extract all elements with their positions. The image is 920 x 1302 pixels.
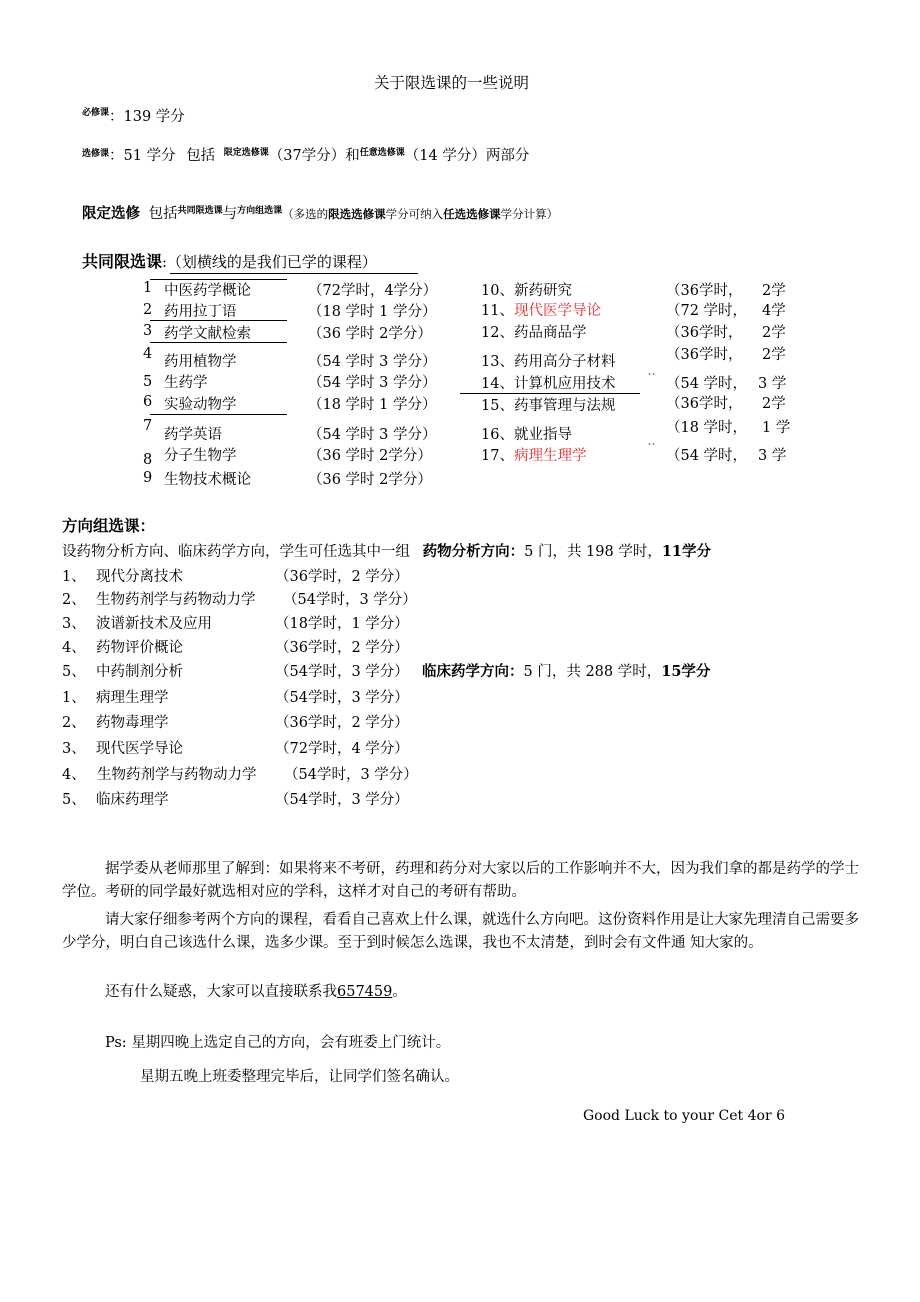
course-num: 15、 (481, 398, 514, 414)
course-num: 3 (143, 323, 153, 339)
restricted-elective-label: 限定选修课 (223, 148, 269, 158)
contact-end: 。 (392, 984, 407, 1000)
optional-elective-credits: （14 学分） (404, 148, 486, 164)
completed-underline (150, 342, 287, 343)
course-name: 新药研究 (514, 283, 572, 299)
direction-course-name: 生物药剂学与药物动力学 (97, 767, 257, 783)
elective-line (82, 148, 529, 165)
course-hours: （36 学时 2学分） (308, 472, 432, 488)
restricted-elective-credits: （37学分） (268, 148, 346, 164)
ps-text-1: 星期四晚上选定自己的方向，会有班委上门统计。 (131, 1035, 451, 1051)
course-hours: （54 学时， (666, 376, 748, 392)
direction-course-name: 临床药理学 (96, 792, 169, 808)
required-label: 必修课 (82, 108, 110, 118)
course-num: 7 (143, 418, 153, 434)
direction-course-name: 现代分离技术 (96, 569, 183, 585)
ps-label: Ps: (105, 1035, 127, 1051)
direction-course-name: 病理生理学 (96, 690, 169, 706)
required-credits: 139 学分 (123, 109, 185, 125)
restricted-note: （多选的限选选修课学分可纳入任选选修课学分计算） (282, 207, 559, 221)
course-hours: （18 学时， (666, 420, 748, 436)
course-credit: 4学 (762, 303, 786, 319)
course-hours: （72 学时， (666, 303, 748, 319)
course-credit: 3 学 (758, 448, 787, 464)
completed-underline (150, 320, 287, 321)
analysis-label: 药物分析方向： (422, 544, 525, 560)
course-hours: （54 学时 3 学分） (308, 375, 437, 391)
clinical-credits: 15学分 (661, 663, 711, 680)
direction-course-hours: （36学时，2 学分） (275, 569, 409, 585)
course-hours: （36学时， (666, 325, 743, 341)
course-hours: （54 学时 3 学分） (308, 427, 437, 443)
direction-course-hours: （54学时，3 学分） (275, 792, 409, 808)
course-num: 5 (143, 374, 153, 390)
course-hours: （72学时，4学分） (308, 283, 438, 299)
elective-including: 包括 (186, 148, 216, 164)
completed-underline (150, 414, 287, 415)
course-credit: 2学 (762, 283, 786, 299)
course-hours: （36 学时 2学分） (308, 448, 432, 464)
direction-course-hours: （36学时，2 学分） (275, 640, 409, 656)
course-num: 9 (143, 470, 153, 486)
elective-label: 选修课 (82, 149, 110, 159)
completed-underline (150, 279, 287, 280)
direction-course-hours: （18学时，1 学分） (275, 616, 409, 632)
direction-course-name: 药物毒理学 (96, 715, 169, 731)
course-name: 药用拉丁语 (164, 304, 237, 320)
contact-line (105, 984, 407, 1001)
direction-course-hours: （72学时，4 学分） (275, 741, 409, 757)
course-credit: 3 学 (758, 376, 787, 392)
clinical-line (422, 664, 710, 681)
elective-sep: ： (109, 148, 124, 164)
course-name: 药用植物学 (164, 354, 237, 370)
course-name: 药学文献检索 (164, 326, 251, 342)
course-credit: 2学 (762, 347, 786, 363)
course-name: 生药学 (164, 375, 208, 391)
page-title: 关于限选课的一些说明 (374, 74, 530, 92)
course-name: 生物技术概论 (164, 472, 251, 488)
small-mark: 、、 (648, 437, 660, 446)
course-num: 4 (143, 346, 153, 362)
course-num: 11、 (481, 303, 514, 319)
parts-text: 两部分 (485, 148, 530, 164)
course-name: 病理生理学 (514, 448, 587, 464)
common-note: （划横线的是我们已学的课程） (166, 253, 377, 271)
direction-course-hours: （54学时，3 学分） (275, 664, 409, 680)
direction-num: 1、 (62, 690, 86, 706)
paragraph-instructions: 请大家仔细参考两个方向的课程，看看自己喜欢上什么课，就选什么方向吧。这份资料作用是让大家先理清自己需要多少学分，明白自己该选什么课，选多少课。至于到时候怎么选课，我也不太清楚，到时会有文件通 知大家的。 (62, 912, 859, 951)
analysis-detail: 5 门，共 198 学时， (524, 544, 662, 560)
course-num: 2 (143, 302, 153, 318)
direction-ref: 方向组选课 (237, 206, 283, 216)
course-name: 现代医学导论 (514, 303, 601, 319)
elective-credits: 51 学分 (123, 148, 176, 164)
direction-course-hours: （54学时，3 学分） (283, 592, 417, 608)
common-ref: 共同限选课 (177, 206, 223, 216)
direction-num: 3、 (62, 741, 86, 757)
with-text: 与 (222, 206, 238, 222)
common-heading: 共同限选课 (82, 252, 163, 271)
direction-heading: 方向组选课： (62, 517, 156, 535)
required-line (82, 109, 185, 126)
direction-course-name: 中药制剂分析 (96, 664, 183, 680)
direction-num: 2、 (62, 715, 86, 731)
course-hours: （54 学时 3 学分） (308, 354, 437, 370)
course-name: 药学英语 (164, 427, 222, 443)
common-heading-line (82, 253, 377, 272)
ps-line (105, 1035, 450, 1052)
direction-num: 4、 (62, 767, 86, 783)
restricted-includes: 包括 (148, 206, 178, 222)
course-credit: 2学 (762, 325, 786, 341)
course-name: 药品商品学 (514, 325, 587, 341)
direction-num: 4、 (62, 640, 86, 656)
direction-course-name: 现代医学导论 (96, 741, 183, 757)
course-name: 分子生物学 (164, 448, 237, 464)
course-hours: （36学时， (666, 347, 743, 363)
direction-num: 1、 (62, 569, 86, 585)
common-colon: : (162, 255, 167, 271)
course-num: 16、 (481, 427, 514, 443)
course-hours: （36学时， (666, 283, 743, 299)
course-num: 1 (143, 280, 153, 296)
ps-text-2: 星期五晚上班委整理完毕后，让同学们签名确认。 (140, 1069, 459, 1085)
common-heading-underline (170, 273, 418, 274)
optional-elective-label: 任意选修课 (359, 148, 405, 158)
contact-text: 还有什么疑惑，大家可以直接联系我 (105, 984, 337, 1000)
course-name: 实验动物学 (164, 397, 237, 413)
course-hours: （18 学时 1 学分） (308, 397, 437, 413)
course-num: 14、 (481, 376, 514, 392)
direction-course-hours: （54学时，3 学分） (284, 767, 418, 783)
course-credit: 1 学 (762, 420, 791, 436)
contact-number: 657459 (337, 984, 393, 1000)
direction-num: 5、 (62, 664, 86, 680)
completed-underline (460, 393, 640, 394)
course-num: 12、 (481, 325, 514, 341)
required-sep: ： (109, 109, 124, 125)
course-num: 17、 (481, 448, 514, 464)
clinical-label: 临床药学方向： (422, 664, 524, 680)
direction-course-name: 生物药剂学与药物动力学 (96, 592, 256, 608)
course-num: 8 (143, 452, 153, 468)
paragraph-advice: 据学委从老师那里了解到：如果将来不考研，药理和药分对大家以后的工作影响并不大，因为我们拿的都是药学的学士学位。考研的同学最好就选相对应的学科，这样才对自己的考研有帮助。 (62, 861, 859, 900)
course-name: 计算机应用技术 (514, 376, 616, 392)
restricted-line (82, 206, 558, 223)
clinical-detail: 5 门，共 288 学时， (523, 664, 662, 680)
course-hours: （18 学时 1 学分） (308, 304, 437, 320)
course-name: 药事管理与法规 (514, 398, 616, 414)
direction-intro: 设药物分析方向、临床药学方向，学生可任选其中一组 (62, 544, 410, 560)
restricted-heading: 限定选修 (82, 206, 140, 222)
direction-course-name: 波谱新技术及应用 (96, 616, 212, 632)
direction-intro-line (62, 544, 711, 561)
and-text: 和 (345, 148, 360, 164)
course-num: 10、 (481, 283, 514, 299)
direction-num: 3、 (62, 616, 86, 632)
small-mark: 、、 (648, 367, 660, 376)
course-hours: （36学时， (666, 396, 743, 412)
course-num: 6 (143, 394, 153, 410)
course-hours: （54 学时， (666, 448, 748, 464)
closing-text: Good Luck to your Cet 4or 6 (583, 1108, 786, 1124)
course-hours: （36 学时 2学分） (308, 326, 432, 342)
direction-course-name: 药物评价概论 (96, 640, 183, 656)
direction-num: 5、 (62, 792, 86, 808)
analysis-credits: 11学分 (661, 543, 712, 560)
course-name: 药用高分子材料 (514, 354, 616, 370)
course-name: 中医药学概论 (164, 283, 251, 299)
direction-num: 2、 (62, 592, 86, 608)
course-credit: 2学 (762, 396, 786, 412)
direction-course-hours: （36学时，2 学分） (275, 715, 409, 731)
course-num: 13、 (481, 354, 514, 370)
direction-course-hours: （54学时，3 学分） (275, 690, 409, 706)
course-name: 就业指导 (514, 427, 572, 443)
